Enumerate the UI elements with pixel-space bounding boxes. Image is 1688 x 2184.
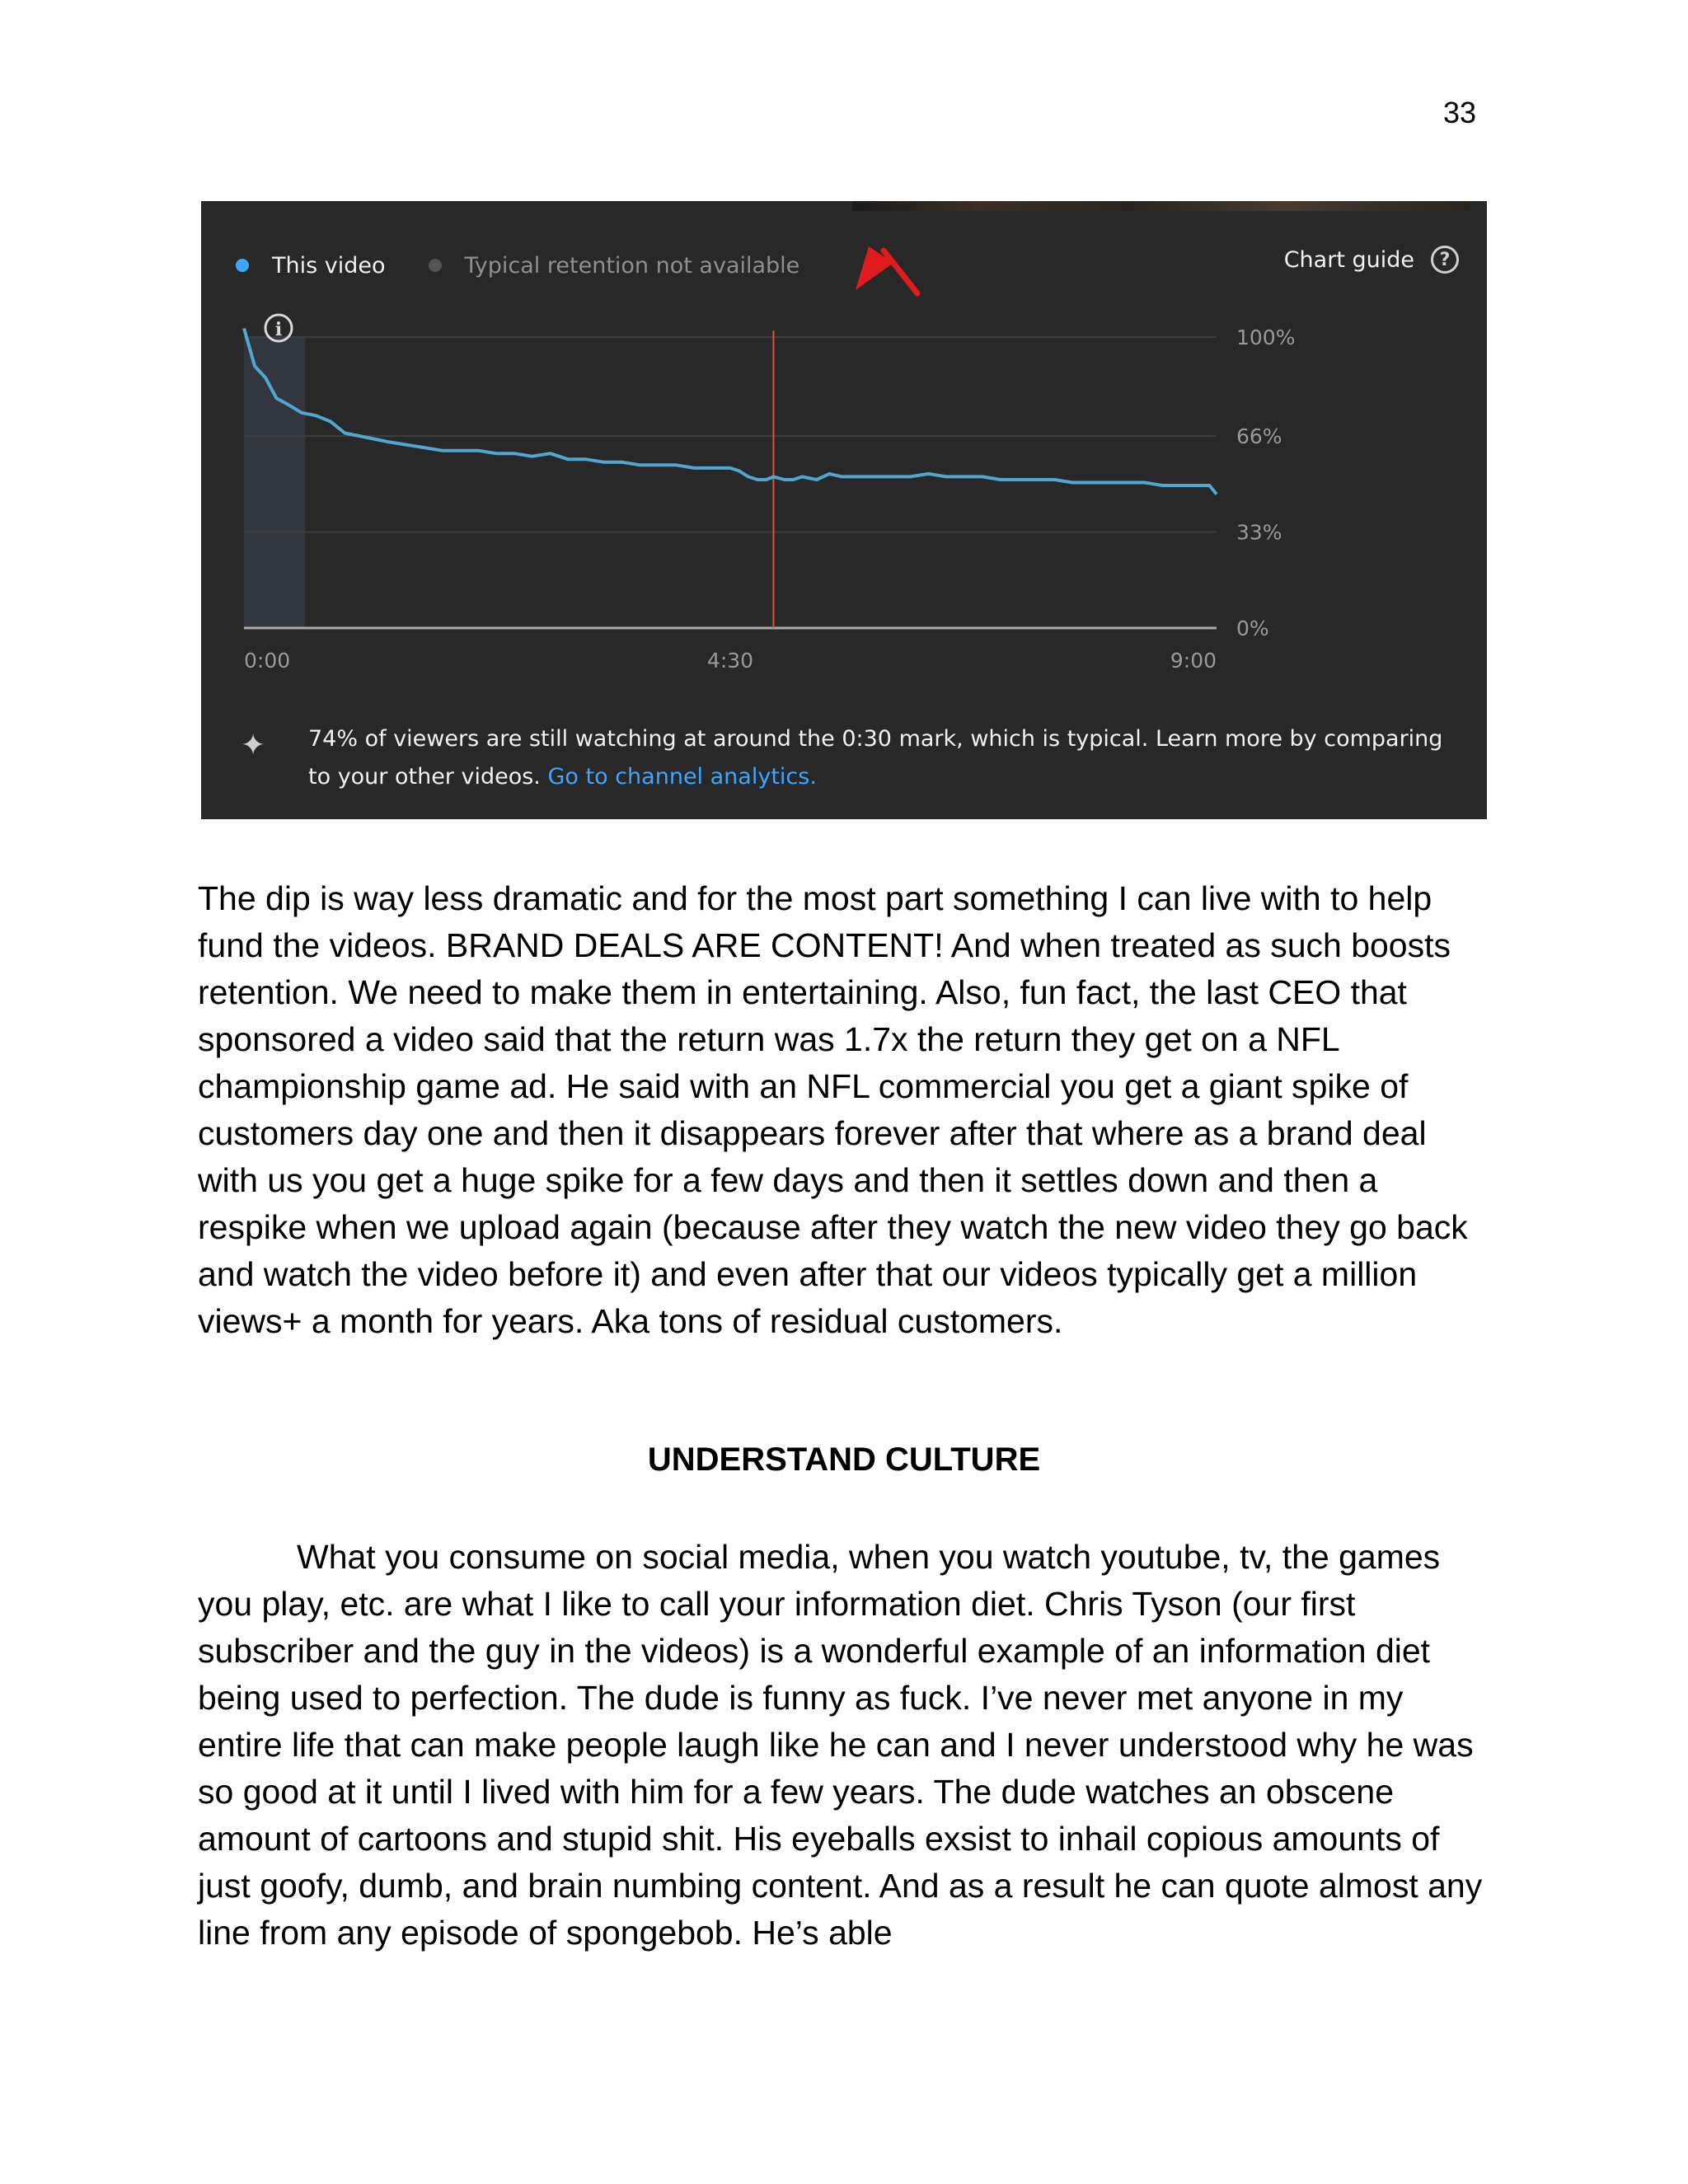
paragraph-brand-deals: The dip is way less dramatic and for the most part something I can live with to help fund the videos. BRAND DEALS ARE CONTENT! And when treated as such boosts retention. We need to make them in entertaining. Also, fun fact, the last CEO that sponsored a video said that the return was 1.7x the return they get on a NFL championship game ad. He said with an NFL commercial you get a giant spike of customers day one and then it disappears forever after that where as a brand deal with us you get a huge spike for a few days and then it settles down and then a respike when we upload again (because after they watch the new video they go back and watch the video before it) and even after that our videos typically get a million views+ a month for years. Aka tons of residual customers. — [198, 879, 1468, 1340]
arrow-shaft — [884, 251, 917, 293]
grid-lines — [244, 337, 1217, 532]
chart-guide-label: Chart guide — [1283, 246, 1414, 273]
channel-analytics-link[interactable]: Go to channel analytics. — [547, 764, 817, 790]
y-tick-label: 66% — [1236, 424, 1282, 449]
y-tick-label: 33% — [1236, 520, 1282, 545]
x-tick-label: 4:30 — [706, 649, 754, 673]
sparkle-icon: ✦ — [241, 729, 266, 762]
insight-text: 74% of viewers are still watching at around the 0:30 mark, which is typical. Learn more by comparing to your other videos. — [308, 726, 1443, 790]
legend-typical-retention: Typical retention not available — [464, 252, 800, 279]
x-tick-labels — [244, 649, 1217, 673]
intro-highlight-band — [244, 337, 305, 628]
info-icon[interactable] — [265, 315, 292, 341]
section-heading: UNDERSTAND CULTURE — [647, 1441, 1041, 1478]
audience-retention-chart — [201, 201, 1487, 819]
y-tick-labels — [1236, 326, 1295, 640]
retention-insight — [241, 720, 1452, 796]
legend-this-video: This video — [272, 252, 386, 279]
x-tick-label: 0:00 — [244, 649, 291, 673]
y-tick-label: 100% — [1236, 326, 1296, 349]
y-tick-label: 0% — [1236, 616, 1269, 640]
retention-line — [244, 328, 1217, 494]
paragraph-information-diet: What you consume on social media, when you watch youtube, tv, the games you play, etc. are what I like to call your information diet. Chris Tyson (our first subscriber and the guy in the videos) is a wonderful example of an information diet being used to perfection. The dude is funny as fuck. I’ve never met anyone in my entire life that can make people laugh like he can and I never understood why he was so good at it until I lived with him for a few years. The dude watches an obscene amount of cartoons and stupid shit. His eyeballs exsist to inhail copious amounts of just goofy, dumb, and brain numbing content. And as a result he can quote almost any line from any episode of spongebob. He’s able — [198, 1538, 1483, 1952]
help-icon: ? — [1431, 246, 1459, 274]
page-number: 33 — [1442, 96, 1476, 129]
red-arrow-annotation — [856, 246, 917, 293]
insight-text-block — [282, 720, 1452, 796]
info-glyph: i — [274, 319, 283, 340]
x-tick-label: 9:00 — [1170, 649, 1217, 673]
